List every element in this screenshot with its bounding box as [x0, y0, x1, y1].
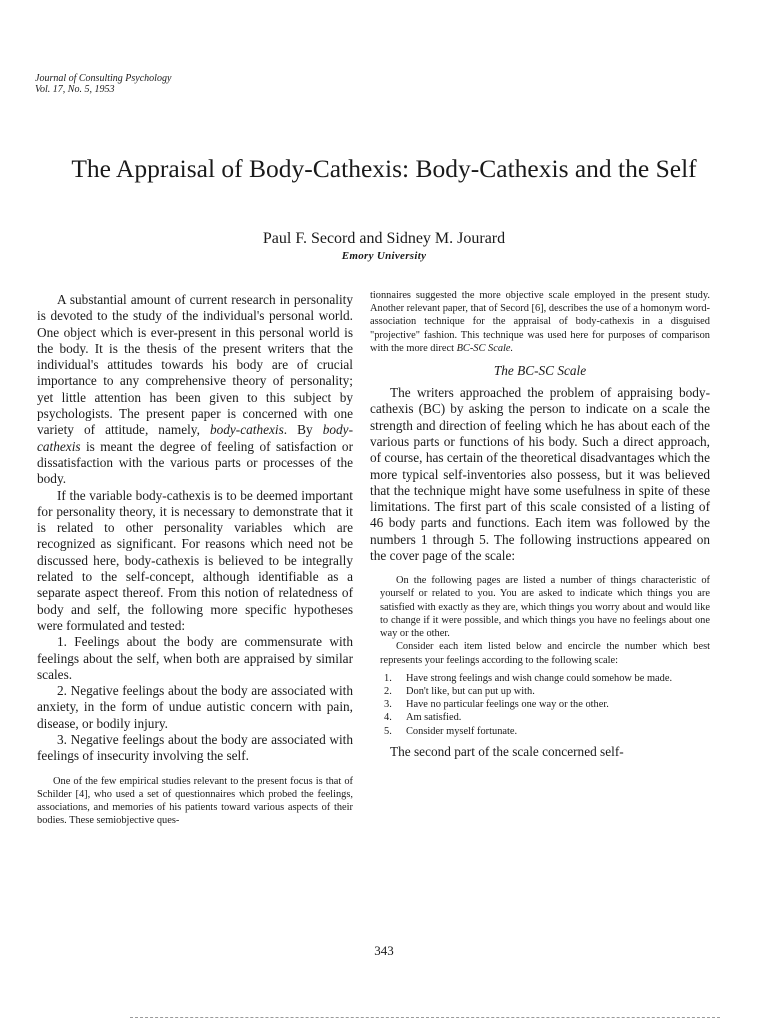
instructions-paragraph-1: On the following pages are listed a number of things characteristic of yourself or related to you. You are asked to indicate which things you are satisfied with exactly as they are, which things you worry about and would like to change if it were possible, and which things you have no feelings about one way or the other.: [380, 575, 710, 640]
instructions-quote: [370, 574, 710, 737]
related-studies-continued: tionnaires suggested the more objective scale employed in the present study. Another relevant paper, that of Secord [6], describes the use of a homonym word-association technique for the appraisal of body-cathexis in a disguised "projective" fashion. This technique was used here for purposes of comparison with the more direct BC-SC Scale.: [370, 290, 710, 354]
scale-item: 3. Have no particular feelings one way or the other.: [384, 699, 609, 711]
hypothesis-1: 1. Feelings about the body are commensurate with feelings about the self, when both are appraised by similar scales.: [37, 634, 353, 682]
rating-scale-list: [380, 672, 710, 738]
term-bc-sc-scale: BC-SC Scale.: [456, 342, 514, 354]
scale-item: 1. Have strong feelings and wish change could somehow be made.: [384, 672, 673, 684]
left-column: [37, 292, 353, 827]
continuation-line: The second part of the scale concerned self-: [390, 743, 624, 759]
journal-volume: Vol. 17, No. 5, 1953: [35, 84, 115, 95]
right-column: [370, 289, 710, 760]
term-body-cathexis: body-cathexis: [209, 422, 284, 438]
hypothesis-2: 2. Negative feelings about the body are associated with anxiety, in the form of undue autistic concern with pain, disease, or bodily injury.: [37, 683, 353, 731]
section-heading: The BC-SC Scale: [493, 363, 587, 379]
term-body-cathexis: body-cathexis: [37, 422, 353, 454]
scale-item: 4. Am satisfied.: [384, 712, 462, 724]
journal-name: Journal of Consulting Psychology: [35, 73, 172, 84]
scale-item: 5. Consider myself fortunate.: [384, 725, 518, 737]
instructions-paragraph-2: Consider each item listed below and encircle the number which best represents your feelings according to the following scale:: [380, 641, 710, 666]
related-studies-paragraph: One of the few empirical studies relevant to the present focus is that of Schilder [4], who used a set of questionnaires which probed the feelings, associations, and memories of his patients toward various aspects of their bodies. These semiobjective ques-: [37, 775, 353, 827]
hypothesis-3: 3. Negative feelings about the body are associated with feelings of insecurity involving the self.: [37, 732, 353, 764]
hypotheses-intro-paragraph: If the variable body-cathexis is to be deemed important for personality theory, it is necessary to demonstrate that it is related to other personality variables which are recognized as significant. For reasons which need not be discussed here, body-cathexis is believed to be integrally related to the self-concept, although identifiable as a separate aspect thereof. From this notion of relatedness of body and self, the following more specific hypotheses were formulated and tested:: [37, 487, 353, 633]
page-number: 343: [374, 943, 394, 958]
article-authors: Paul F. Secord and Sidney M. Jourard: [262, 230, 506, 247]
scale-item: 2. Don't like, but can put up with.: [384, 685, 535, 697]
scan-artifact-line: [130, 1017, 720, 1018]
author-affiliation: Emory University: [341, 250, 427, 262]
intro-paragraph: A substantial amount of current research in personality is devoted to the study of the individual's personal world. One object which is ever-present in this personal world is the body. It is the thesis of the present writers that the individual's attitudes towards his body are of crucial importance to any comprehensive theory of personality; yet little attention has been given to this subject by psychologists. The present paper is concerned with one variety of attitude, namely, body-cathexis. By body-cathexis is meant the degree of feeling of satisfaction or dissatisfaction with the various parts or processes of the body.: [37, 292, 353, 487]
journal-citation: [35, 73, 171, 95]
method-paragraph: The writers approached the problem of appraising body-cathexis (BC) by asking the person to indicate on a scale the strength and direction of feeling which he has about each of the various parts or functions of his body. Such a direct approach, of course, has certain of the theoretical disadvantages which the more typical self-inventories also possess, but it was believed that the technique might have some usefulness in spite of these limitations. The first part of this scale consisted of a listing of 46 body parts and functions. Each item was followed by the numbers 1 through 5. The following instructions appeared on the cover page of the scale:: [370, 385, 710, 563]
article-title: The Appraisal of Body-Cathexis: Body-Cathexis and the Self: [71, 154, 697, 183]
